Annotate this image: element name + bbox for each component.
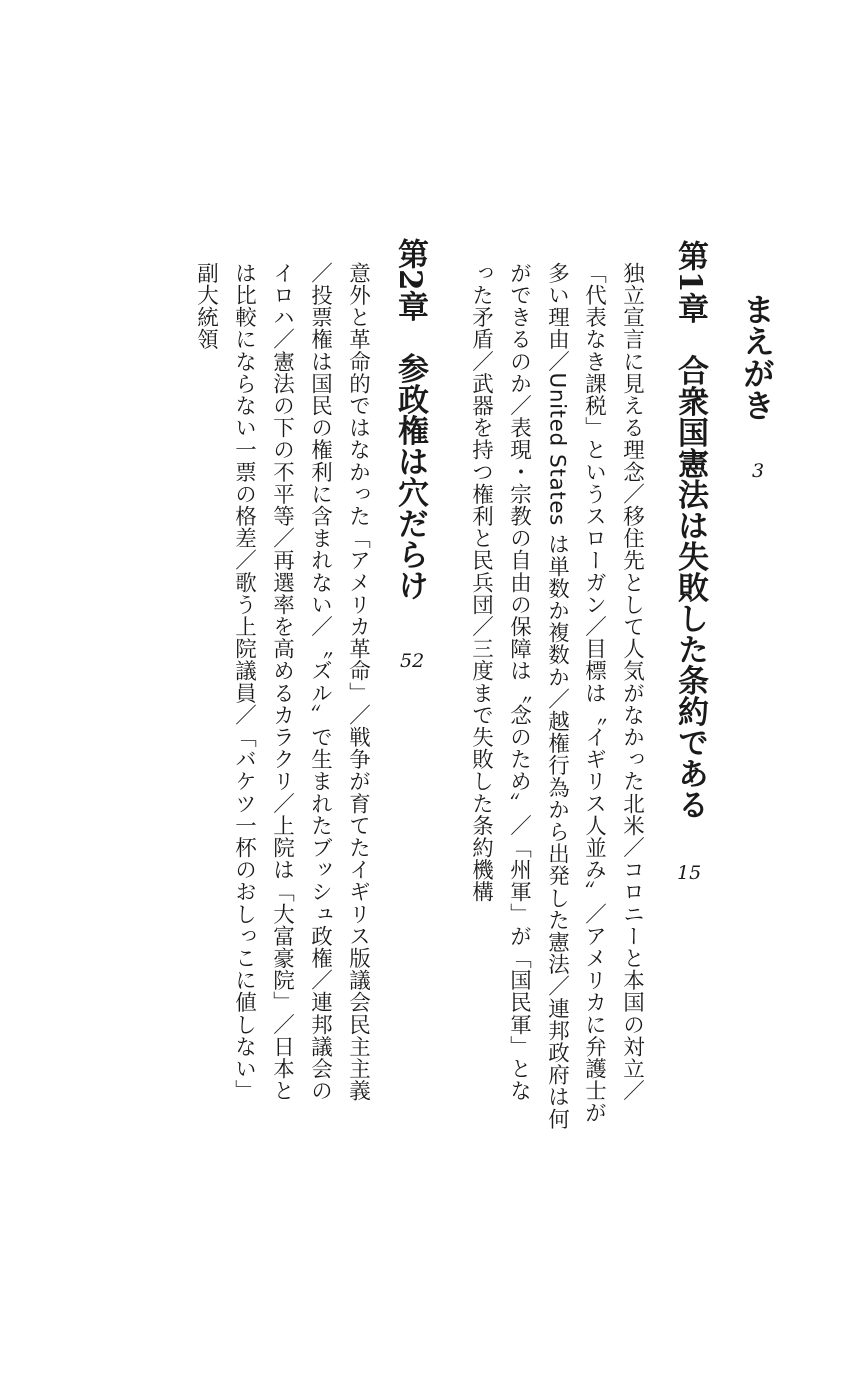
chapter2-line-1: 意外と革命的ではなかった「アメリカ革命」／戦争が育てたイギリス版議会民主主義 — [345, 262, 371, 1102]
preface-page-number: 3 — [752, 460, 765, 482]
chapter1-line-3: 多い理由／United States は単数か複数か／越権行為から出発した憲法／連邦政府は何 — [544, 262, 570, 1131]
chapter1-line-4: ができるのか／表現・宗教の自由の保障は〝念のため〟／「州軍」が「国民軍」とな — [506, 262, 532, 1102]
preface-title: まえがき — [738, 293, 776, 421]
chapter1-line-1: 独立宣言に見える理念／移住先として人気がなかった北米／コロニーと本国の対立／ — [619, 262, 645, 1102]
chapter2-line-2: ／投票権は国民の権利に含まれない／〝ズル〟で生まれたブッシュ政権／連邦議会の — [307, 262, 333, 1102]
chapter2-line-4: は比較にならない一票の格差／歌う上院議員／「バケツ一杯のおしっこに値しない」 — [231, 262, 257, 1102]
chapter2-line-5: 副大統領 — [193, 262, 219, 351]
chapter2-heading — [392, 238, 428, 601]
chapter2-title: 参政権は穴だらけ — [392, 352, 428, 601]
chapter2-page-number: 52 — [400, 650, 425, 672]
chapter1-label: 第1章 — [672, 240, 708, 324]
chapter1-page-number: 15 — [677, 862, 702, 884]
chapter1-heading — [672, 240, 708, 820]
chapter1-line-2: 「代表なき課税」というスローガン／目標は〝イギリス人並み〟／アメリカに弁護士が — [581, 262, 607, 1124]
chapter2-label: 第2章 — [392, 238, 428, 322]
chapter1-title: 合衆国憲法は失敗した条約である — [672, 354, 708, 820]
chapter1-line-5: った矛盾／武器を持つ権利と民兵団／三度まで失敗した条約機構 — [468, 262, 494, 903]
chapter2-gap — [392, 322, 428, 353]
chapter1-gap — [672, 324, 708, 355]
chapter2-line-3: イロハ／憲法の下の不平等／再選率を高めるカラクリ／上院は「大富豪院」／日本と — [269, 262, 295, 1102]
